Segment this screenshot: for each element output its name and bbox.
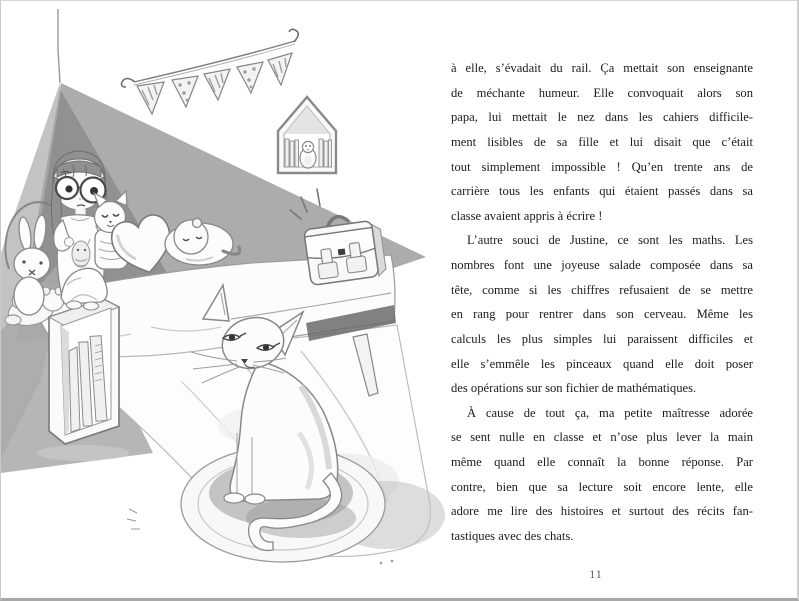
text-line: papa, lui mettait le nez dans les cahiers difficile- <box>451 110 753 125</box>
cat-paw <box>245 494 265 504</box>
page-number: 11 <box>589 567 603 581</box>
text-line: ment lisibles de sa fille et lui disait que c’était <box>451 134 753 149</box>
text-line: à elle, s’évadait du rail. Ça mettait son enseignante <box>451 61 753 75</box>
text-line: L’autre souci de Justine, ce sont les maths. Les <box>467 233 753 248</box>
house-shelf <box>278 97 336 173</box>
bird-figurine <box>300 141 316 168</box>
bunting-garland <box>122 29 299 114</box>
satchel-clasp <box>338 248 346 255</box>
girl-eye-left <box>65 185 72 192</box>
text-line: se sent nulle en classe et n’ose plus lever la main <box>451 430 753 445</box>
text-line: tête, comme si les chiffres refusaient de se mettre <box>451 282 753 297</box>
cushion-stitches <box>127 509 140 529</box>
text-line: de méchante humeur. Elle convoquait alors son <box>451 85 753 100</box>
text-line: contre, bien que sa lecture soit encore lente, elle <box>451 479 753 494</box>
text-line: même quand elle connaît la bonne réponse. Par <box>451 455 753 469</box>
text-line: classe avaient appris à écrire ! <box>451 208 603 223</box>
text-line: elle s’emmêle les pinceaux quand elle doit poser <box>451 356 753 371</box>
garland-hook-right <box>289 29 298 42</box>
text-line: tastiques avec des chats. <box>451 528 574 543</box>
text-line: en rang pour rentrer dans son cerveau. Même les <box>451 307 753 322</box>
text-line: adore me lire des histoires et surtout des récits fan- <box>451 504 753 519</box>
garland-hook-left <box>122 79 136 88</box>
cat-paw <box>224 493 244 503</box>
bedroom-illustration <box>1 1 446 599</box>
text-line: tout simplement impossible ! Qu’en trente ans de <box>451 159 753 174</box>
text-line: carrière tous les enfants qui étaient passés dans sa <box>451 184 753 199</box>
girl-foot-left <box>67 301 82 309</box>
text-line: calculs les plus simples lui paraissent difficiles et <box>451 331 753 346</box>
text-line: À cause de tout ça, ma petite maîtresse adorée <box>467 405 753 420</box>
page-text-column <box>451 56 753 549</box>
text-line: des opérations sur son fichier de mathématiques. <box>451 381 697 396</box>
pencil-dots <box>380 560 394 565</box>
books <box>69 336 107 432</box>
girl-foot-right <box>84 302 99 310</box>
text-line: nombres font une joyeuse salade composée dans sa <box>451 258 753 272</box>
